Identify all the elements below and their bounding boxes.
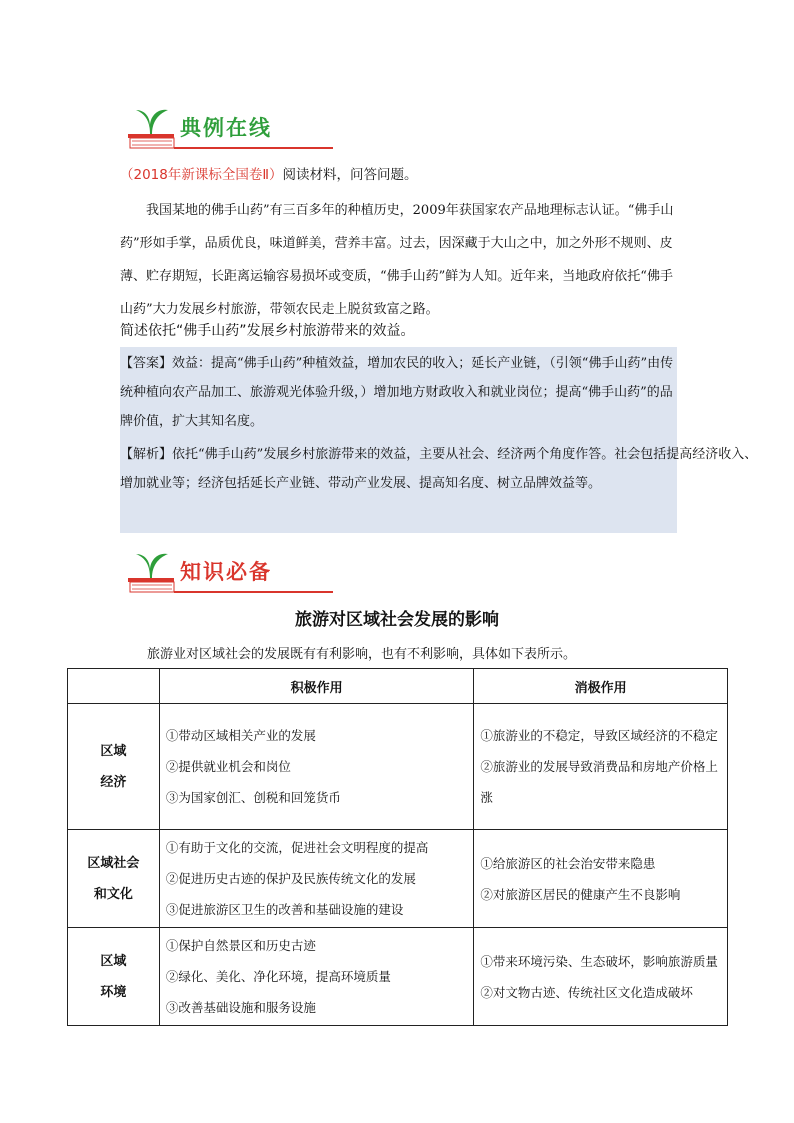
positive-cell: ①有助于文化的交流，促进社会文明程度的提高 ②促进历史古迹的保护及民族传统文化的发展 ③促进旅游区卫生的改善和基础设施的建设 bbox=[159, 830, 474, 928]
table-row bbox=[68, 928, 728, 1026]
knowledge-section-title: 知识必备 bbox=[180, 560, 272, 584]
question-source-line bbox=[120, 163, 418, 183]
positive-cell: ①保护自然景区和历史古迹 ②绿化、美化、净化环境，提高环境质量 ③改善基础设施和服务设施 bbox=[159, 928, 474, 1026]
negative-cell: ①旅游业的不稳定，导致区域经济的不稳定 ②旅游业的发展导致消费品和房地产价格上涨 bbox=[474, 704, 728, 830]
row-label: 区域 环境 bbox=[68, 928, 160, 1026]
material-paragraph: 我国某地的佛手山药”有三百多年的种植历史，2009年获国家农产品地理标志认证。“佛手山药”形如手掌，品质优良，味道鲜美，营养丰富。过去，因深藏于大山之中，加之外形不规则、皮薄、贮存期短，长距离运输容易损坏或变质，“佛手山药”鲜为人知。近年来，当地政府依托“佛手山药”大力发展乡村旅游，带领农民走上脱贫致富之路。 bbox=[120, 203, 674, 317]
table-header-row bbox=[68, 669, 728, 704]
question-prompt: 阅读材料，问答问题。 bbox=[282, 167, 418, 183]
row-label: 区域 经济 bbox=[68, 704, 160, 830]
question-source: （2018年新课标全国卷Ⅱ） bbox=[120, 167, 283, 183]
row-label: 区域社会 和文化 bbox=[68, 830, 160, 928]
table-header-negative: 消极作用 bbox=[474, 669, 728, 704]
positive-cell: ①带动区域相关产业的发展 ②提供就业机会和岗位 ③为国家创汇、创税和回笼货币 bbox=[159, 704, 474, 830]
analysis-text: 【解析】依托“佛手山药”发展乡村旅游带来的效益，主要从社会、经济两个角度作答。社会包括提高经济收入、增加就业等；经济包括延长产业链、带动产业发展、提高知名度、树立品牌效益等。 bbox=[120, 447, 758, 491]
answer-box bbox=[120, 347, 758, 533]
knowledge-intro: 旅游业对区域社会的发展既有有利影响，也有不利影响，具体如下表所示。 bbox=[147, 647, 577, 662]
reading-material bbox=[120, 194, 680, 326]
table-header-empty bbox=[68, 669, 160, 704]
answer-text: 【答案】效益：提高“佛手山药”种植效益，增加农民的收入；延长产业链，（引领“佛手山药”由传统种植向农产品加工、旅游观光体验升级，）增加地方财政收入和就业岗位；提高“佛手山药”的品牌价值，扩大其知名度。 bbox=[120, 356, 674, 429]
table-header-positive: 积极作用 bbox=[159, 669, 474, 704]
table-row bbox=[68, 830, 728, 928]
example-section-title: 典例在线 bbox=[180, 116, 272, 140]
impact-table bbox=[67, 668, 728, 1026]
negative-cell: ①给旅游区的社会治安带来隐患 ②对旅游区居民的健康产生不良影响 bbox=[474, 830, 728, 928]
negative-cell: ①带来环境污染、生态破坏，影响旅游质量 ②对文物古迹、传统社区文化造成破坏 bbox=[474, 928, 728, 1026]
table-row bbox=[68, 704, 728, 830]
knowledge-section-header bbox=[128, 548, 343, 596]
question-text: 简述依托“佛手山药”发展乡村旅游带来的效益。 bbox=[120, 323, 415, 339]
knowledge-heading: 旅游对区域社会发展的影响 bbox=[295, 610, 499, 630]
example-section-header bbox=[128, 104, 343, 152]
